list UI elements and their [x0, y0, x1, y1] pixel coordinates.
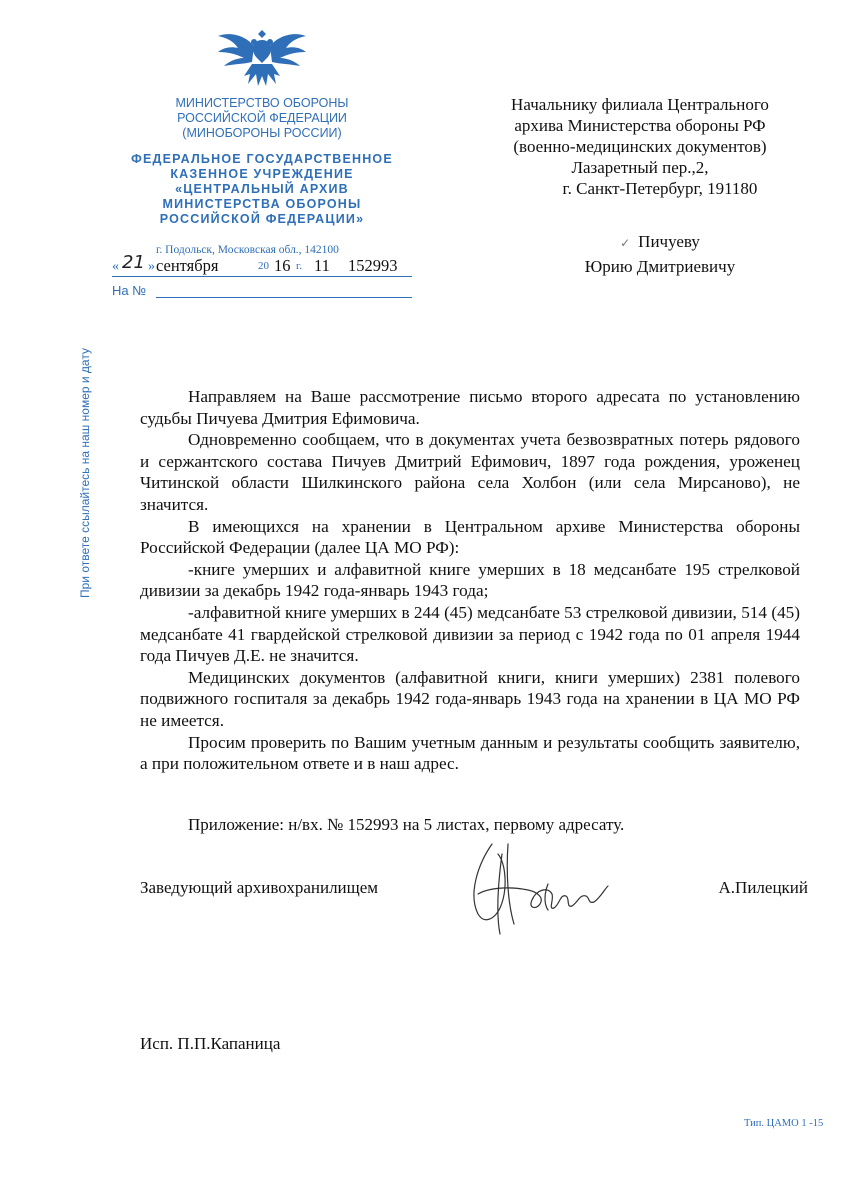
city-address: г. Подольск, Московская обл., 142100 [156, 244, 339, 256]
signature-line [140, 878, 808, 898]
signatory-position: Заведующий архивохранилищем [140, 878, 379, 897]
addressee-line: Начальнику филиала Центрального [511, 95, 769, 114]
side-note [18, 330, 146, 598]
date-year-suffix: 16 [274, 256, 291, 275]
form-code: Тип. ЦАМО 1 -15 [744, 1118, 824, 1129]
date-close-quote: » [148, 259, 155, 274]
reference-rule [156, 297, 412, 298]
institution-name [112, 152, 412, 227]
side-note-text: При ответе ссылайтесь на наш номер и дату [78, 348, 92, 598]
ministry-line: РОССИЙСКОЙ ФЕДЕРАЦИИ [177, 111, 347, 125]
institution-line: КАЗЕННОЕ УЧРЕЖДЕНИЕ [170, 167, 354, 181]
recipient-block [540, 230, 780, 278]
reference-label: На № [112, 283, 147, 298]
ministry-line: МИНИСТЕРСТВО ОБОРОНЫ [175, 96, 349, 110]
paragraph: Одновременно сообщаем, что в документах учета безвозвратных потерь рядового и сержантского состава Пичуев Дмитрий Ефимович, 1897 года рождения, уроженец Читинской области Шилкинского района села Холбон (или села Мирсаново), не значится. [140, 430, 800, 514]
institution-line: «ЦЕНТРАЛЬНЫЙ АРХИВ [175, 182, 349, 196]
ministry-line: (МИНОБОРОНЫ РОССИИ) [182, 126, 342, 140]
date-open-quote: « [112, 259, 119, 274]
reference-line [112, 282, 412, 298]
date-month: сентября [156, 256, 219, 275]
date-year-prefix: 20 [258, 260, 269, 272]
paragraph: -книге умерших и алфавитной книге умерших в 18 медсанбате 195 стрелковой дивизии за декабрь 1942 года-январь 1943 года; [140, 559, 800, 601]
date-number-line [112, 252, 412, 277]
paragraph: В имеющихся на хранении в Центральном архиве Министерства обороны Российской Федерации (далее ЦА МО РФ): [140, 516, 800, 558]
institution-line: МИНИСТЕРСТВА ОБОРОНЫ [162, 197, 362, 211]
addressee-line: (военно-медицинских документов) [513, 137, 767, 156]
paragraph: Просим проверить по Вашим учетным данным и результаты сообщить заявителю, а при положительном ответе и в наш адрес. [140, 732, 800, 774]
institution-line: ФЕДЕРАЛЬНОЕ ГОСУДАРСТВЕННОЕ [131, 152, 393, 166]
checkmark-icon: ✓ [620, 236, 631, 250]
addressee-block [470, 94, 810, 199]
institution-line: РОССИЙСКОЙ ФЕДЕРАЦИИ» [159, 212, 365, 226]
date-year-letter: г. [296, 260, 303, 272]
double-headed-eagle-emblem-icon [214, 26, 310, 94]
recipient-name: Юрию Дмитриевичу [584, 257, 736, 276]
signatory-name: А.Пилецкий [718, 878, 808, 897]
addressee-line: архива Министерства обороны РФ [514, 116, 766, 135]
paragraph: Направляем на Ваше рассмотрение письмо второго адресата по установлению судьбы Пичуева Дмитрия Ефимовича. [140, 387, 800, 428]
ministry-name [140, 96, 384, 141]
number-prefix: 11 [314, 256, 330, 275]
executor-line: Исп. П.П.Капаница [140, 1034, 281, 1053]
addressee-line: г. Санкт-Петербург, 191180 [562, 179, 758, 198]
date-day: 21 [122, 252, 145, 273]
attachment-line: Приложение: н/вх. № 152993 на 5 листах, первому адресату. [188, 815, 625, 834]
outgoing-number: 152993 [348, 256, 398, 275]
addressee-line: Лазаретный пер.,2, [571, 158, 709, 177]
paragraph: -алфавитной книге умерших в 244 (45) медсанбате 53 стрелковой дивизии, 514 (45) медсанбате 41 гвардейской стрелковой дивизии за период с 1942 года по 01 апреля 1944 года Пичуев Д.Е. не значится. [140, 602, 800, 666]
letter-body [140, 386, 800, 775]
paragraph: Медицинских документов (алфавитной книги, книги умерших) 2381 полевого подвижного госпиталя за декабрь 1942 года-январь 1943 года на хранении в ЦА МО РФ не имеется. [140, 667, 800, 730]
recipient-surname: Пичуеву [638, 232, 700, 251]
